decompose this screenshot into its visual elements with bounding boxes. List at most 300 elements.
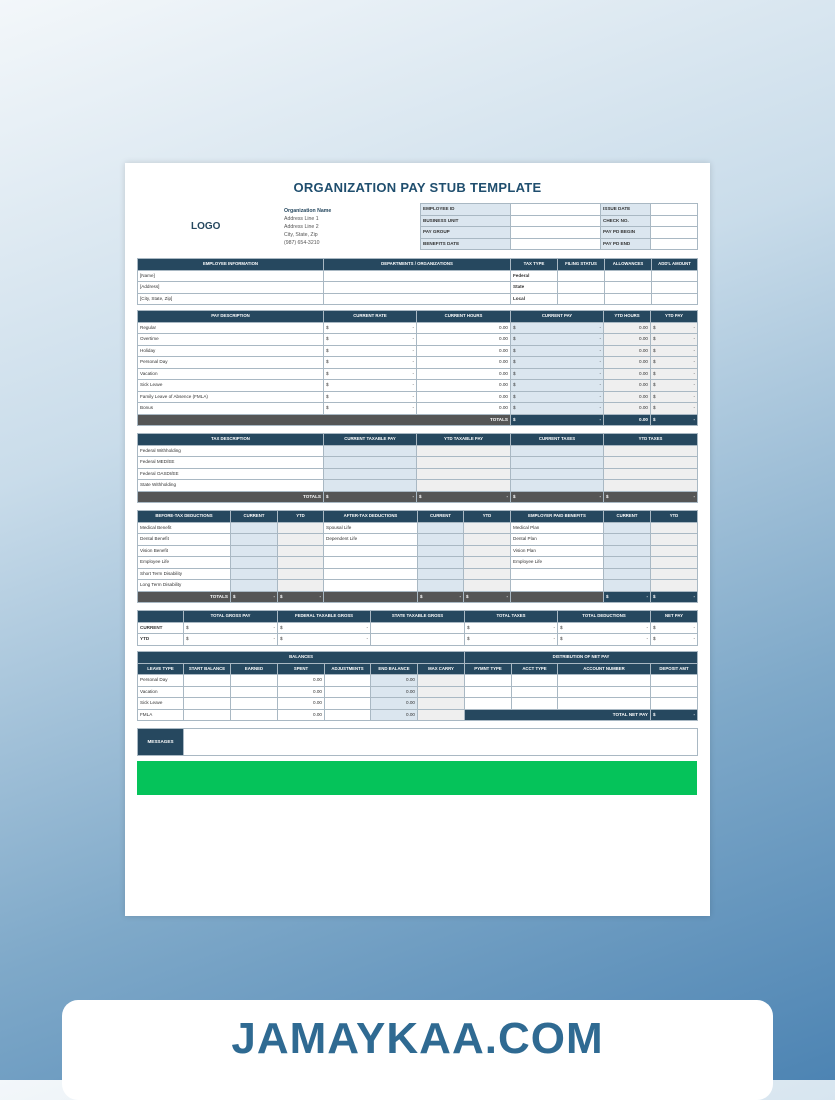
table-row: [138, 568, 698, 580]
col-header: CURRENT: [231, 511, 278, 523]
deposit-amount[interactable]: [651, 686, 698, 698]
dash-value: -: [412, 393, 414, 399]
spent[interactable]: 0.00: [278, 709, 325, 721]
pay-description: Holiday: [138, 345, 324, 357]
col-header: CURRENT RATE: [324, 311, 417, 323]
earned[interactable]: [231, 686, 278, 698]
before-current[interactable]: [231, 534, 278, 546]
currency-symbol: $: [653, 336, 656, 342]
currency-symbol: $: [186, 636, 189, 642]
before-ytd[interactable]: [278, 557, 324, 569]
col-header: EMPLOYEE INFORMATION: [138, 259, 324, 271]
col-header: ADD'L AMOUNT: [652, 259, 698, 271]
table-row: [138, 522, 698, 534]
current-hours[interactable]: 0.00: [417, 403, 511, 415]
table-row: [138, 357, 698, 369]
table-row: [138, 334, 698, 346]
ytd-taxable-pay[interactable]: [417, 445, 511, 457]
before-ytd[interactable]: [278, 534, 324, 546]
col-header: DEPOSIT AMT: [651, 663, 698, 675]
employer-ytd[interactable]: [651, 568, 698, 580]
ytd-hours[interactable]: 0.00: [604, 322, 651, 334]
currency-symbol: $: [326, 347, 329, 353]
current-pay[interactable]: [511, 391, 604, 403]
deposit-amount[interactable]: [651, 675, 698, 687]
col-header: NET PAY: [651, 611, 698, 623]
dash-value: -: [693, 359, 695, 365]
leave-type: Sick Leave: [138, 698, 184, 710]
distribution-title: DISTRIBUTION OF NET PAY: [465, 652, 698, 664]
current-taxable-pay[interactable]: [324, 457, 417, 469]
dash-value: -: [693, 382, 695, 388]
before-current[interactable]: [231, 522, 278, 534]
employee-name[interactable]: [Name]: [138, 270, 324, 282]
table-row: [138, 391, 698, 403]
total-deductions[interactable]: [558, 634, 651, 646]
ytd-taxable-pay[interactable]: [417, 457, 511, 469]
after-ytd[interactable]: [464, 534, 511, 546]
ytd-hours[interactable]: 0.00: [604, 368, 651, 380]
employer-ytd[interactable]: [651, 557, 698, 569]
end-balance[interactable]: 0.00: [371, 675, 418, 687]
before-current[interactable]: [231, 580, 278, 592]
current-pay[interactable]: [511, 403, 604, 415]
leave-type: Personal Day: [138, 675, 184, 687]
total-gross-pay[interactable]: [184, 622, 278, 634]
current-taxable-pay[interactable]: [324, 480, 417, 492]
field-label: BENEFITS DATE: [421, 238, 511, 250]
currency-symbol: $: [653, 347, 656, 353]
employer-current[interactable]: [604, 534, 651, 546]
current-hours[interactable]: 0.00: [417, 345, 511, 357]
current-hours[interactable]: 0.00: [417, 334, 511, 346]
after-ytd[interactable]: [464, 522, 511, 534]
field-value[interactable]: [511, 227, 601, 239]
before-ytd[interactable]: [278, 568, 324, 580]
currency-symbol: $: [653, 393, 656, 399]
col-header: YTD TAXES: [604, 434, 698, 446]
col-header: YTD HOURS: [604, 311, 651, 323]
org-address-1: Address Line 1: [284, 216, 319, 222]
ytd-hours[interactable]: 0.00: [604, 345, 651, 357]
total-current-pay[interactable]: [511, 414, 604, 426]
pay-description-table: [137, 310, 698, 426]
before-total-current[interactable]: [231, 591, 278, 603]
account-number[interactable]: [558, 686, 651, 698]
payment-type[interactable]: [465, 675, 512, 687]
currency-symbol: $: [466, 593, 469, 599]
total-current-taxable[interactable]: [324, 491, 417, 503]
employer-current[interactable]: [604, 580, 651, 592]
ytd-pay[interactable]: [651, 403, 698, 415]
dash-value: -: [646, 636, 648, 642]
dash-value: -: [506, 593, 508, 599]
employer-benefit: [511, 568, 604, 580]
total-ytd-hours[interactable]: 0.00: [604, 414, 651, 426]
ytd-hours[interactable]: 0.00: [604, 334, 651, 346]
currency-symbol: $: [513, 370, 516, 376]
after-ytd[interactable]: [464, 557, 511, 569]
col-header: YTD: [278, 511, 324, 523]
earned[interactable]: [231, 698, 278, 710]
total-deductions[interactable]: [558, 622, 651, 634]
dash-value: -: [693, 593, 695, 599]
current-hours[interactable]: 0.00: [417, 322, 511, 334]
pay-description: Vacation: [138, 368, 324, 380]
employer-current[interactable]: [604, 522, 651, 534]
start-balance[interactable]: [184, 698, 231, 710]
field-label: ISSUE DATE: [601, 204, 651, 216]
addl-amount[interactable]: [652, 270, 698, 282]
department-cell[interactable]: [324, 270, 511, 282]
deductions-table: [137, 510, 698, 603]
max-carry[interactable]: [418, 698, 465, 710]
total-ytd-taxable[interactable]: [417, 491, 511, 503]
current-rate[interactable]: [324, 345, 417, 357]
site-name: JAMAYKAA.COM: [231, 1014, 604, 1063]
net-pay[interactable]: [651, 622, 698, 634]
filing-status[interactable]: [558, 270, 605, 282]
after-current[interactable]: [418, 580, 464, 592]
total-net-pay[interactable]: [651, 709, 698, 721]
employer-benefit: Employee Life: [511, 557, 604, 569]
allowances[interactable]: [605, 293, 652, 305]
end-balance[interactable]: 0.00: [371, 709, 418, 721]
start-balance[interactable]: [184, 709, 231, 721]
dash-value: -: [273, 593, 275, 599]
ytd-taxes[interactable]: [604, 480, 698, 492]
currency-symbol: $: [513, 416, 516, 422]
messages-table: [137, 728, 698, 756]
summary-row-label: CURRENT: [138, 622, 184, 634]
account-number[interactable]: [558, 675, 651, 687]
start-balance[interactable]: [184, 675, 231, 687]
total-ytd-taxes[interactable]: [604, 491, 698, 503]
currency-symbol: $: [653, 382, 656, 388]
employer-total-ytd[interactable]: [651, 591, 698, 603]
filing-status[interactable]: [558, 293, 605, 305]
after-current[interactable]: [418, 545, 464, 557]
currency-symbol: $: [326, 405, 329, 411]
ytd-hours[interactable]: 0.00: [604, 391, 651, 403]
account-type[interactable]: [512, 698, 558, 710]
pay-description: Personal Day: [138, 357, 324, 369]
employer-current[interactable]: [604, 557, 651, 569]
col-header: YTD: [464, 511, 511, 523]
department-cell[interactable]: [324, 282, 511, 294]
current-pay[interactable]: [511, 345, 604, 357]
payment-type[interactable]: [465, 686, 512, 698]
state-taxable-gross[interactable]: [371, 622, 465, 634]
employer-ytd[interactable]: [651, 545, 698, 557]
current-taxable-pay[interactable]: [324, 445, 417, 457]
before-ytd[interactable]: [278, 545, 324, 557]
dash-value: -: [646, 624, 648, 630]
ytd-pay[interactable]: [651, 380, 698, 392]
tax-description: Federal OASDI/EE: [138, 468, 324, 480]
payment-type[interactable]: [465, 698, 512, 710]
adjustments[interactable]: [325, 686, 371, 698]
start-balance[interactable]: [184, 686, 231, 698]
ytd-hours[interactable]: 0.00: [604, 357, 651, 369]
before-current[interactable]: [231, 568, 278, 580]
totals-label: TOTALS: [138, 414, 511, 426]
leave-type: FMLA: [138, 709, 184, 721]
current-taxable-pay[interactable]: [324, 468, 417, 480]
currency-symbol: $: [186, 624, 189, 630]
table-row: [138, 480, 698, 492]
current-taxes[interactable]: [511, 457, 604, 469]
adjustments[interactable]: [325, 709, 371, 721]
account-type[interactable]: [512, 686, 558, 698]
employee-address[interactable]: [Address]: [138, 282, 324, 294]
header-fields-table: [420, 203, 698, 250]
end-balance[interactable]: 0.00: [371, 698, 418, 710]
col-header: DEPARTMENTS / ORGANIZATIONS: [324, 259, 511, 271]
current-hours[interactable]: 0.00: [417, 391, 511, 403]
addl-amount[interactable]: [652, 282, 698, 294]
current-taxes[interactable]: [511, 468, 604, 480]
tax-type: Local: [511, 293, 558, 305]
field-value[interactable]: [511, 215, 601, 227]
after-tax-deduction: [324, 568, 418, 580]
col-header: ADJUSTMENTS: [325, 663, 371, 675]
department-cell[interactable]: [324, 293, 511, 305]
dash-value: -: [553, 636, 555, 642]
dash-value: -: [412, 336, 414, 342]
ytd-taxable-pay[interactable]: [417, 480, 511, 492]
current-hours[interactable]: 0.00: [417, 357, 511, 369]
current-pay[interactable]: [511, 322, 604, 334]
dash-value: -: [693, 493, 695, 499]
col-header: CURRENT TAXABLE PAY: [324, 434, 417, 446]
dash-value: -: [319, 593, 321, 599]
balances-table: [137, 651, 698, 721]
summary-corner: [138, 611, 184, 623]
before-tax-deduction: Short Term Disability: [138, 568, 231, 580]
currency-symbol: $: [513, 347, 516, 353]
pay-stub-document: [125, 163, 710, 916]
after-total-current[interactable]: [418, 591, 464, 603]
table-row: [138, 580, 698, 592]
spent[interactable]: 0.00: [278, 675, 325, 687]
currency-symbol: $: [653, 711, 656, 717]
field-label: PAY GROUP: [421, 227, 511, 239]
current-taxes[interactable]: [511, 445, 604, 457]
ytd-taxable-pay[interactable]: [417, 468, 511, 480]
account-type[interactable]: [512, 675, 558, 687]
after-ytd[interactable]: [464, 580, 511, 592]
after-tax-deduction: [324, 580, 418, 592]
tax-description: Federal Withholding: [138, 445, 324, 457]
org-phone: (987) 654-3210: [284, 240, 320, 246]
currency-symbol: $: [513, 382, 516, 388]
table-row: [138, 368, 698, 380]
before-total-ytd[interactable]: [278, 591, 324, 603]
dash-value: -: [693, 347, 695, 353]
tax-type: State: [511, 282, 558, 294]
current-rate[interactable]: [324, 391, 417, 403]
current-rate[interactable]: [324, 403, 417, 415]
after-ytd[interactable]: [464, 568, 511, 580]
ytd-pay[interactable]: [651, 368, 698, 380]
before-ytd[interactable]: [278, 522, 324, 534]
after-current[interactable]: [418, 534, 464, 546]
org-city: City, State, Zip: [284, 232, 318, 238]
ytd-pay[interactable]: [651, 345, 698, 357]
field-value[interactable]: [651, 227, 698, 239]
field-value[interactable]: [511, 204, 601, 216]
ytd-pay[interactable]: [651, 391, 698, 403]
state-taxable-gross[interactable]: [371, 634, 465, 646]
col-header: ACCOUNT NUMBER: [558, 663, 651, 675]
current-rate[interactable]: [324, 380, 417, 392]
total-current-taxes[interactable]: [511, 491, 604, 503]
current-hours[interactable]: 0.00: [417, 368, 511, 380]
table-row: [138, 445, 698, 457]
table-row: [138, 468, 698, 480]
dash-value: -: [366, 624, 368, 630]
current-pay[interactable]: [511, 368, 604, 380]
employer-benefit: Medical Plan: [511, 522, 604, 534]
totals-spacer: [324, 591, 418, 603]
max-carry[interactable]: [418, 709, 465, 721]
current-pay[interactable]: [511, 334, 604, 346]
currency-symbol: $: [326, 493, 329, 499]
max-carry[interactable]: [418, 686, 465, 698]
messages-input[interactable]: [184, 729, 698, 756]
field-value[interactable]: [651, 238, 698, 250]
field-label: EMPLOYEE ID: [421, 204, 511, 216]
earned[interactable]: [231, 675, 278, 687]
currency-symbol: $: [653, 405, 656, 411]
dash-value: -: [693, 324, 695, 330]
dash-value: -: [693, 636, 695, 642]
dash-value: -: [599, 347, 601, 353]
max-carry[interactable]: [418, 675, 465, 687]
currency-symbol: $: [513, 359, 516, 365]
col-header: CURRENT HOURS: [417, 311, 511, 323]
dash-value: -: [693, 336, 695, 342]
earned[interactable]: [231, 709, 278, 721]
field-value[interactable]: [651, 215, 698, 227]
currency-symbol: $: [467, 636, 470, 642]
filing-status[interactable]: [558, 282, 605, 294]
currency-symbol: $: [326, 370, 329, 376]
after-current[interactable]: [418, 557, 464, 569]
employer-ytd[interactable]: [651, 522, 698, 534]
col-header: PAY DESCRIPTION: [138, 311, 324, 323]
total-taxes[interactable]: [465, 622, 558, 634]
before-ytd[interactable]: [278, 580, 324, 592]
current-rate[interactable]: [324, 357, 417, 369]
field-label: PAY PD END: [601, 238, 651, 250]
employer-ytd[interactable]: [651, 534, 698, 546]
addl-amount[interactable]: [652, 293, 698, 305]
employee-city[interactable]: [City, State, Zip]: [138, 293, 324, 305]
dash-value: -: [273, 636, 275, 642]
table-row: [138, 686, 698, 698]
ytd-pay[interactable]: [651, 322, 698, 334]
current-rate[interactable]: [324, 334, 417, 346]
after-current[interactable]: [418, 568, 464, 580]
end-balance[interactable]: 0.00: [371, 686, 418, 698]
allowances[interactable]: [605, 282, 652, 294]
field-value[interactable]: [511, 238, 601, 250]
currency-symbol: $: [513, 324, 516, 330]
dash-value: -: [693, 370, 695, 376]
account-number[interactable]: [558, 698, 651, 710]
ytd-taxes[interactable]: [604, 445, 698, 457]
before-current[interactable]: [231, 557, 278, 569]
spent[interactable]: 0.00: [278, 698, 325, 710]
federal-taxable-gross[interactable]: [278, 634, 371, 646]
employer-current[interactable]: [604, 568, 651, 580]
col-header: TAX TYPE: [511, 259, 558, 271]
adjustments[interactable]: [325, 698, 371, 710]
logo-placeholder: LOGO: [191, 221, 221, 232]
current-rate[interactable]: [324, 368, 417, 380]
federal-taxable-gross[interactable]: [278, 622, 371, 634]
currency-symbol: $: [326, 382, 329, 388]
currency-symbol: $: [467, 624, 470, 630]
before-current[interactable]: [231, 545, 278, 557]
current-taxes[interactable]: [511, 480, 604, 492]
ytd-pay[interactable]: [651, 357, 698, 369]
current-rate[interactable]: [324, 322, 417, 334]
col-header: CURRENT TAXES: [511, 434, 604, 446]
col-header: YTD: [651, 511, 698, 523]
ytd-hours[interactable]: 0.00: [604, 380, 651, 392]
total-ytd-pay[interactable]: [651, 414, 698, 426]
deposit-amount[interactable]: [651, 698, 698, 710]
spent[interactable]: 0.00: [278, 686, 325, 698]
net-pay[interactable]: [651, 634, 698, 646]
allowances[interactable]: [605, 270, 652, 282]
organization-info: [284, 207, 331, 247]
col-header: FEDERAL TAXABLE GROSS: [278, 611, 371, 623]
current-hours[interactable]: 0.00: [417, 380, 511, 392]
col-header: TOTAL TAXES: [465, 611, 558, 623]
dash-value: -: [693, 405, 695, 411]
dash-value: -: [599, 336, 601, 342]
total-gross-pay[interactable]: [184, 634, 278, 646]
totals-row: [138, 591, 698, 603]
total-taxes[interactable]: [465, 634, 558, 646]
currency-symbol: $: [560, 624, 563, 630]
ytd-hours[interactable]: 0.00: [604, 403, 651, 415]
ytd-pay[interactable]: [651, 334, 698, 346]
employer-current[interactable]: [604, 545, 651, 557]
adjustments[interactable]: [325, 675, 371, 687]
dash-value: -: [599, 382, 601, 388]
ytd-taxes[interactable]: [604, 468, 698, 480]
after-ytd[interactable]: [464, 545, 511, 557]
employer-total-current[interactable]: [604, 591, 651, 603]
pay-description: Regular: [138, 322, 324, 334]
after-total-ytd[interactable]: [464, 591, 511, 603]
field-value[interactable]: [651, 204, 698, 216]
employer-ytd[interactable]: [651, 580, 698, 592]
current-pay[interactable]: [511, 357, 604, 369]
before-tax-deduction: Long Term Disability: [138, 580, 231, 592]
currency-symbol: $: [606, 593, 609, 599]
after-current[interactable]: [418, 522, 464, 534]
ytd-taxes[interactable]: [604, 457, 698, 469]
tax-description: State Withholding: [138, 480, 324, 492]
site-banner: [62, 1000, 773, 1100]
current-pay[interactable]: [511, 380, 604, 392]
